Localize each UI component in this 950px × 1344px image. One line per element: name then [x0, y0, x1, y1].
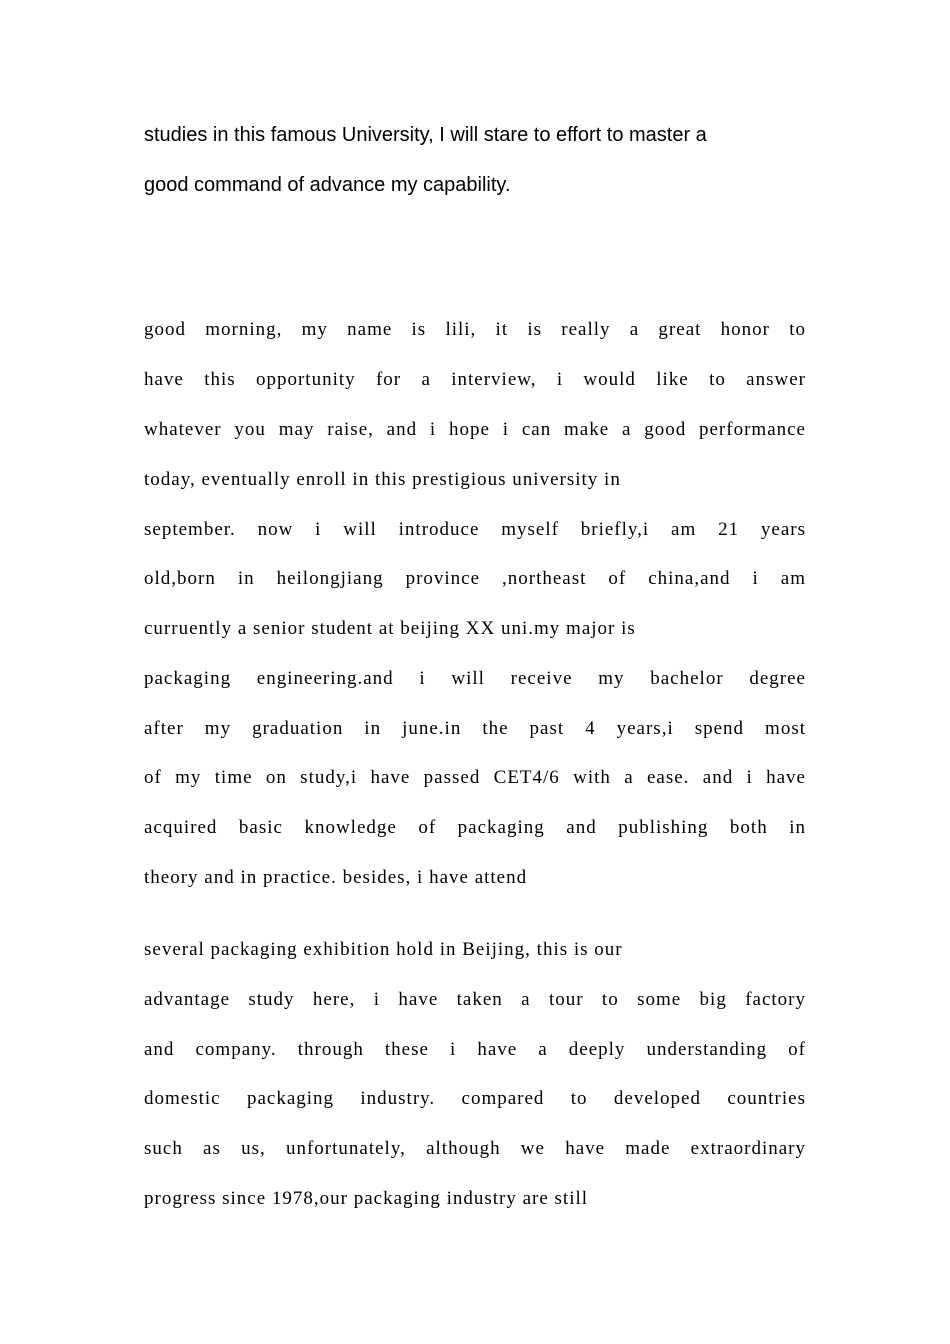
paragraph2-line-1: several packaging exhibition hold in Beijing, this is our [144, 939, 623, 960]
paragraph1-line-6: old,born in heilongjiang province ,northeast of china,and i am [144, 568, 806, 589]
paragraph2-line-3: and company. through these i have a deeply understanding of [144, 1039, 806, 1060]
paragraph1-line-12: theory and in practice. besides, i have attend [144, 867, 528, 888]
paragraph1-line-4: today, eventually enroll in this prestigious university in [144, 469, 621, 490]
paragraph1-line-5: september. now i will introduce myself briefly,i am 21 years [144, 519, 806, 540]
paragraph2-line-4: domestic packaging industry. compared to developed countries [144, 1088, 806, 1109]
paragraph1-line-8: packaging engineering.and i will receive my bachelor degree [144, 668, 806, 689]
paragraph1-line-10: of my time on study,i have passed CET4/6 with a ease. and i have [144, 767, 806, 788]
paragraph1-line-3: whatever you may raise, and i hope i can make a good performance [144, 419, 806, 440]
paragraph1-line-2: have this opportunity for a interview, i would like to answer [144, 369, 806, 390]
paragraph1-line-9: after my graduation in june.in the past 4 years,i spend most [144, 718, 806, 739]
paragraph1-line-1: good morning, my name is lili, it is really a great honor to [144, 319, 806, 340]
paragraph2-line-5: such as us, unfortunately, although we have made extraordinary [144, 1138, 806, 1159]
intro-line-1: studies in this famous University, I will stare to effort to master a [144, 124, 707, 146]
intro-line-2: good command of advance my capability. [144, 174, 511, 196]
paragraph2-line-6: progress since 1978,our packaging industry are still [144, 1188, 589, 1209]
paragraph1-line-7: curruently a senior student at beijing XX uni.my major is [144, 618, 636, 639]
paragraph1-line-11: acquired basic knowledge of packaging and publishing both in [144, 817, 806, 838]
paragraph2-line-2: advantage study here, i have taken a tour to some big factory [144, 989, 806, 1010]
